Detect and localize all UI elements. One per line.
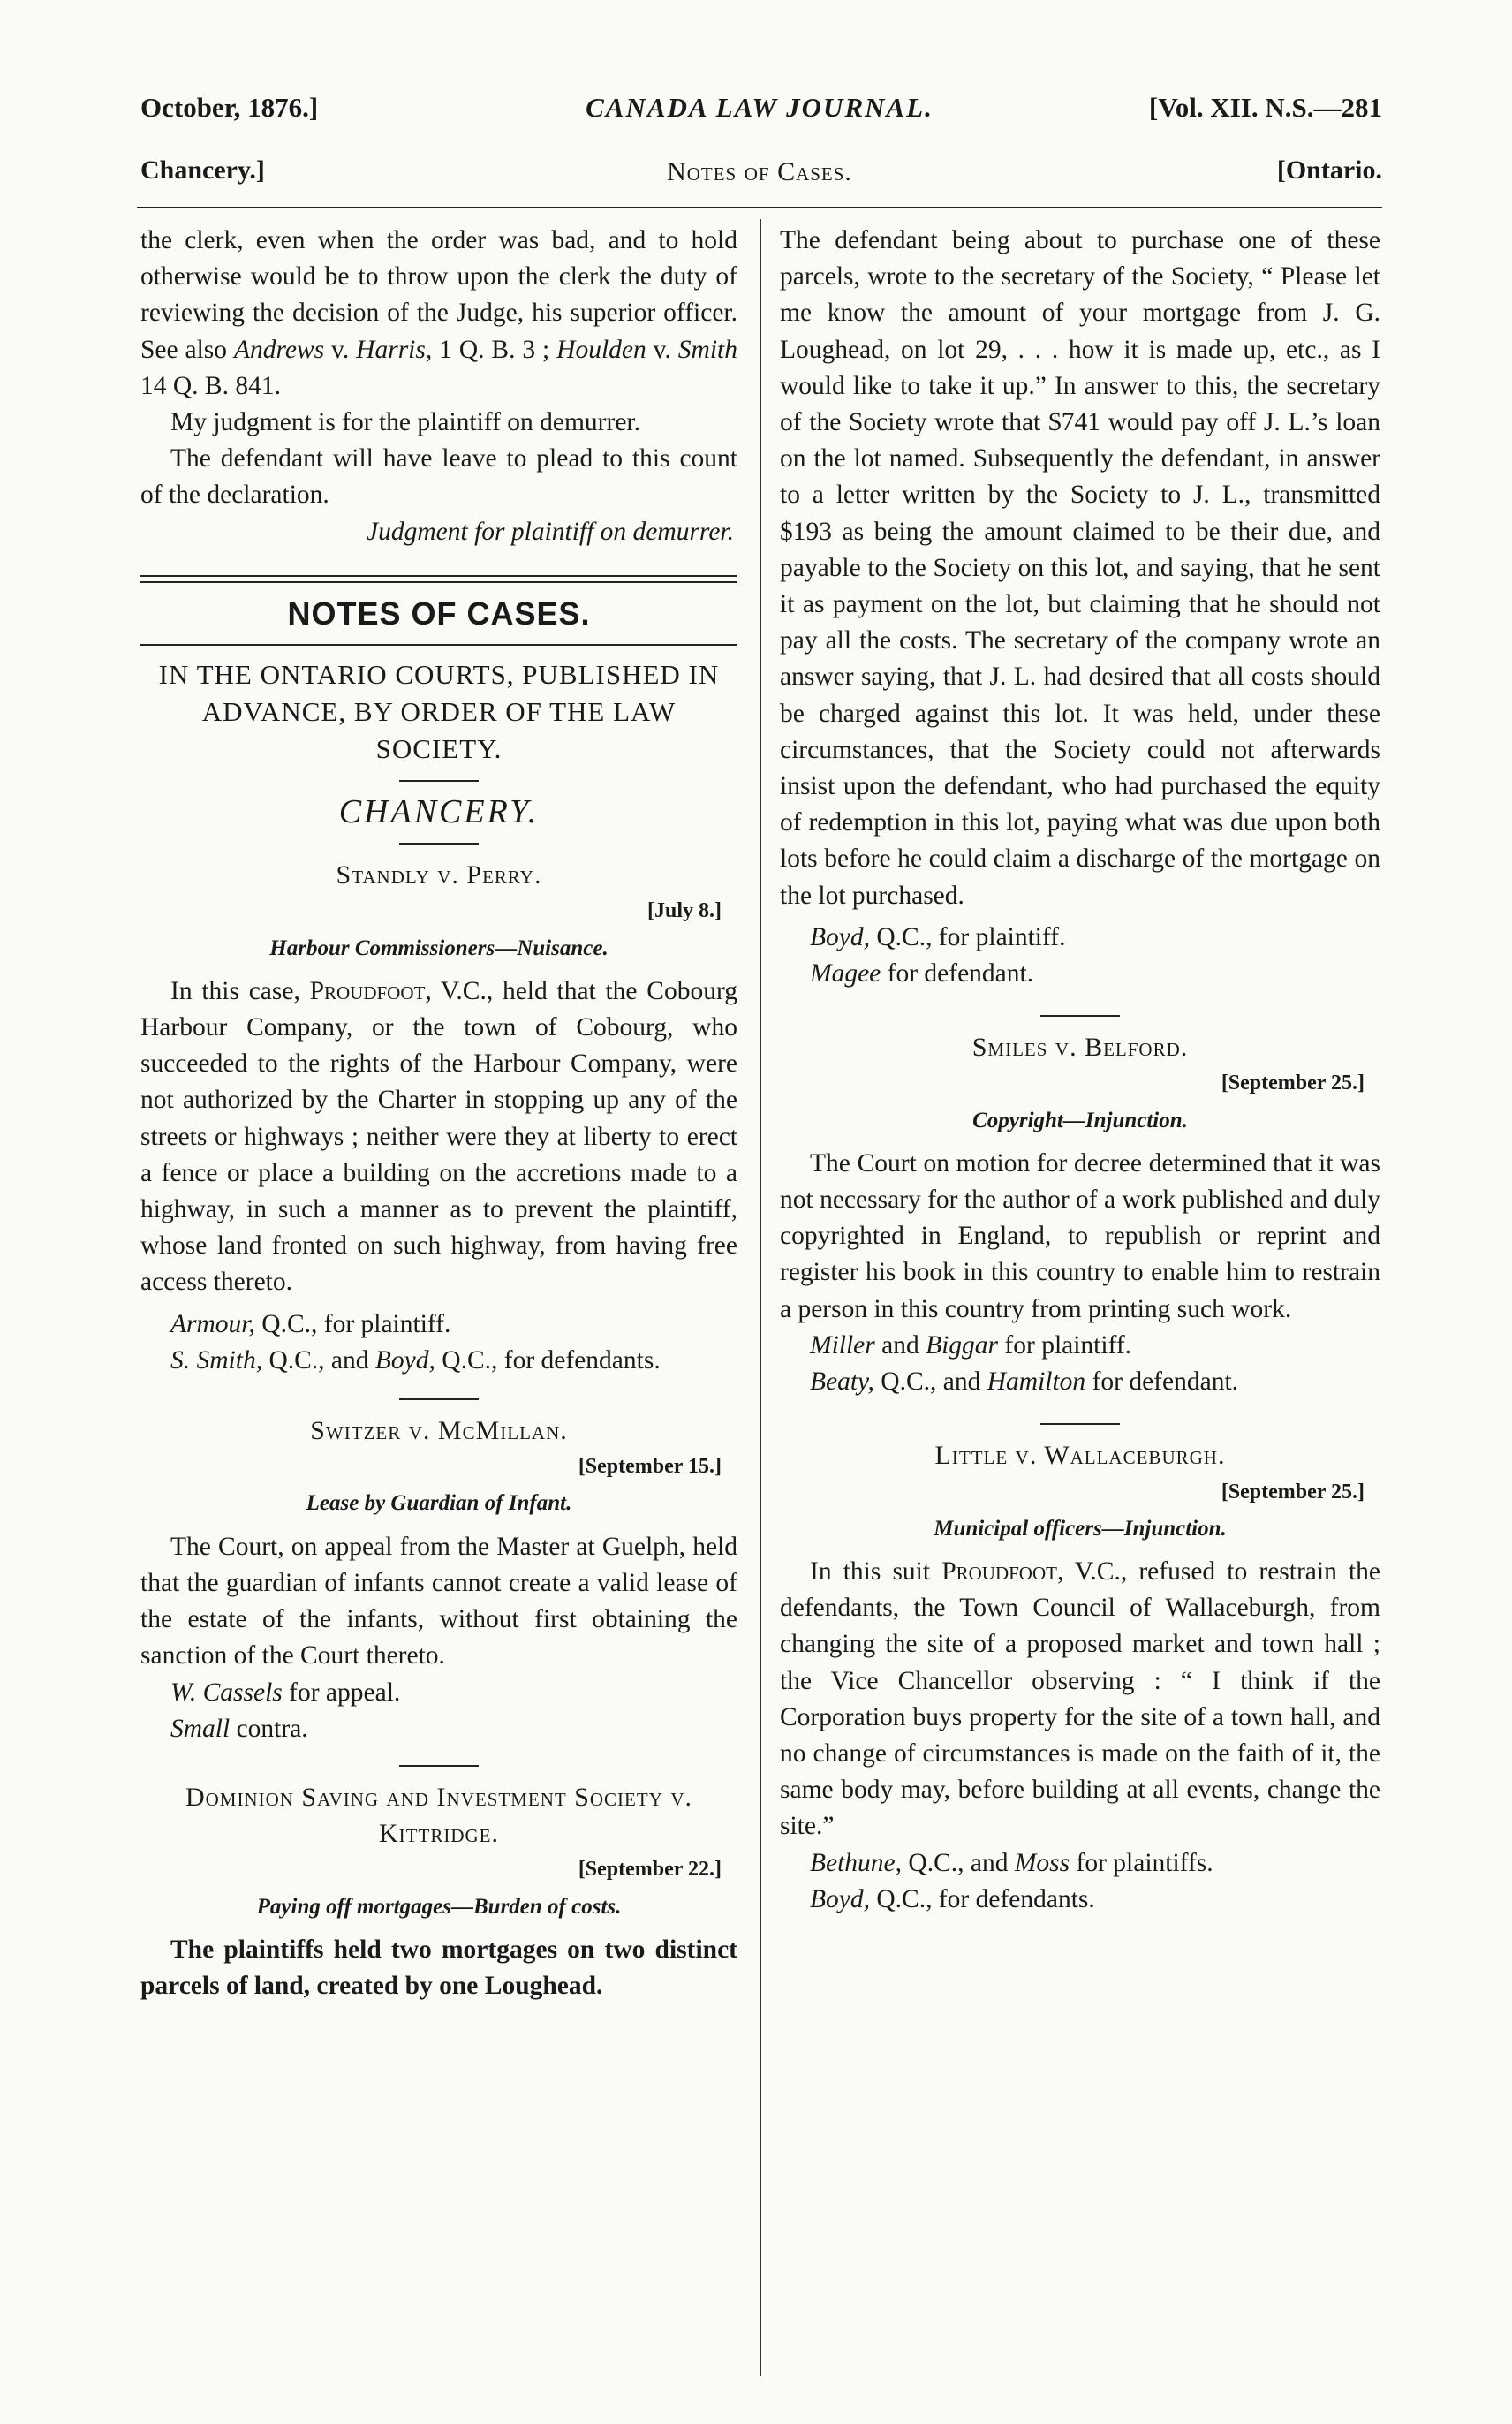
short-rule <box>399 780 479 782</box>
case-body: In this suit Proudfoot, V.C., refused to restrain the defendants, the Town Council of Wallaceburgh, from changing the site of a proposed market and town hall ; the Vice Chancellor observing : “ I think if the Corporation buys property for the site of a town hall, and no change of circumstances is made on the faith of it, the same body may, before building at all events, change the site.” <box>780 1557 1380 1841</box>
case-title: Standly v. Perry. <box>336 860 542 890</box>
case-body: The plaintiffs held two mortgages on two distinct parcels of land, created by one Loughead. <box>140 1935 737 2000</box>
column-divider <box>760 219 761 2376</box>
chancery-heading: CHANCERY. <box>338 793 540 831</box>
journal-title: CANADA LAW JOURNAL. <box>586 92 934 123</box>
counsel-line: Magee for defendant. <box>810 959 1034 989</box>
section-center: Notes of Cases. <box>667 157 852 186</box>
leave-statement: The defendant will have leave to plead to this count of the declaration. <box>140 444 737 510</box>
case-subject: Municipal officers—Injunction. <box>934 1516 1227 1541</box>
case-date: [July 8.] <box>647 899 722 923</box>
left-column <box>140 223 737 2004</box>
issue-date: October, 1876.] <box>140 92 319 123</box>
short-rule <box>1040 1015 1120 1017</box>
counsel-line: S. Smith, Q.C., and Boyd, Q.C., for defendants. <box>170 1345 661 1375</box>
case-subject: Copyright—Injunction. <box>972 1108 1188 1132</box>
case-title: Little v. Wallaceburgh. <box>934 1441 1226 1471</box>
running-header <box>137 83 1382 136</box>
case-date: [September 22.] <box>578 1858 722 1882</box>
section-right: [Ontario. <box>1276 155 1382 185</box>
notes-of-cases-title: NOTES OF CASES. <box>287 595 591 632</box>
short-rule <box>399 1765 479 1767</box>
counsel-line: Beaty, Q.C., and Hamilton for defendant. <box>810 1367 1239 1397</box>
case-body: The Court, on appeal from the Master at Guelph, held that the guardian of infants cannot create a valid lease of the estate of the infants, without first obtaining the sanction of the Court thereto. <box>140 1532 737 1670</box>
counsel-line: Bethune, Q.C., and Moss for plaintiffs. <box>810 1848 1213 1877</box>
case-date: [September 15.] <box>578 1455 722 1479</box>
judgment-result: Judgment for plaintiff on demurrer. <box>367 517 734 546</box>
case-subject: Paying off mortgages—Burden of costs. <box>256 1894 622 1919</box>
counsel-line: Boyd, Q.C., for defendants. <box>810 1884 1095 1913</box>
header-rule <box>137 207 1382 208</box>
case-date: [September 25.] <box>1221 1480 1365 1504</box>
section-header <box>137 155 1382 208</box>
section-left: Chancery.] <box>140 155 265 185</box>
counsel-line: Boyd, Q.C., for plaintiff. <box>810 922 1066 951</box>
section-double-rule <box>140 575 737 583</box>
case-body-continued: The defendant being about to purchase one of these parcels, wrote to the secretary of the Society, “ Please let me know the amount of your mortgage from J. G. Loughead, on lot 29, . . . how it is made up, etc., as I would like to take it up.” In answer to this, the secretary of the Society wrote that $741 would pay off J. L.’s loan on the lot named. Subsequently the defendant, in answer to a letter written by the Society to J. L., transmitted $193 as being the amount claimed to be their due, and payable to the Society on this lot, and saying, that he sent it as payment on the lot, but claiming that he should not pay all the costs. The secretary of the company wrote an answer saying, that J. L. had desired that all costs should be charged against this lot. It was held, under these circumstances, that the Society could not afterwards insist upon the defendant, who had purchased the equity of redemption in this lot, paying what was due upon both lots before he could claim a discharge of the mortgage on the lot purchased. <box>780 226 1380 910</box>
short-rule <box>399 1398 479 1400</box>
counsel-line: Small contra. <box>170 1714 308 1743</box>
case-title: Switzer v. McMillan. <box>310 1416 568 1446</box>
short-rule <box>1040 1423 1120 1425</box>
case-subject: Harbour Commissioners—Nuisance. <box>269 936 609 960</box>
right-column <box>780 223 1380 1918</box>
counsel-line: Miller and Biggar for plaintiff. <box>810 1330 1132 1360</box>
judgment-statement: My judgment is for the plaintiff on demurrer. <box>170 408 640 437</box>
case-title: Dominion Saving and Investment Society v. Kittridge. <box>185 1782 693 1849</box>
counsel-line: W. Cassels for appeal. <box>170 1678 401 1707</box>
short-rule <box>399 843 479 845</box>
case-body: The Court on motion for decree determined that it was not necessary for the author of a work published and duly copyrighted in England, to republish or reprint and register his book in this country to enable him to restrain a person in this country from printing such work. <box>780 1148 1380 1323</box>
journal-page <box>137 71 1382 2385</box>
case-body: In this case, Proudfoot, V.C., held that the Cobourg Harbour Company, or the town of Cobourg, who succeeded to the rights of the Harbour Company, were not authorized by the Charter in stopping up any of the streets or highways ; neither were they at liberty to erect a fence or place a building on the accretions made to a highway, in such a manner as to prevent the plaintiff, whose land fronted on such highway, from having free access thereto. <box>140 976 737 1297</box>
case-date: [September 25.] <box>1221 1072 1365 1095</box>
courts-heading: IN THE ONTARIO COURTS, PUBLISHED IN ADVANCE, BY ORDER OF THE LAW SOCIETY. <box>158 659 720 765</box>
volume-page: [Vol. XII. N.S.—281 <box>1148 92 1382 123</box>
case-title: Smiles v. Belford. <box>971 1033 1189 1063</box>
continuation-paragraph: the clerk, even when the order was bad, and to hold otherwise would be to throw upon the clerk the duty of reviewing the decision of the Judge, his superior officer. See also Andrews v. Harris, 1 Q. B. 3 ; Houlden v. Smith 14 Q. B. 841. <box>140 226 737 400</box>
case-subject: Lease by Guardian of Infant. <box>306 1491 572 1516</box>
title-rule <box>140 644 737 646</box>
counsel-line: Armour, Q.C., for plaintiff. <box>170 1309 451 1338</box>
